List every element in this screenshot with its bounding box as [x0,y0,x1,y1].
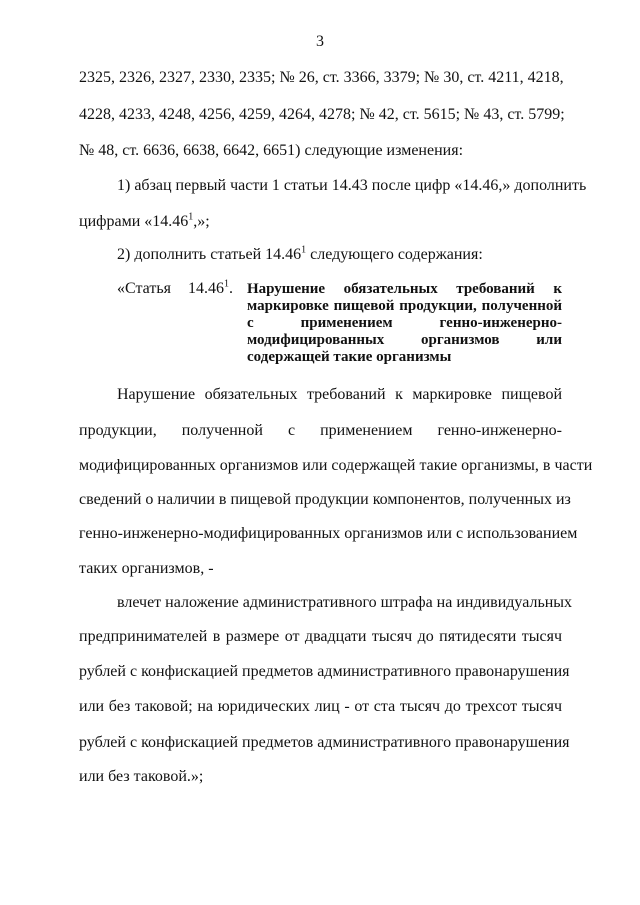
intro-line-1: 2325, 2326, 2327, 2330, 2335; № 26, ст. 3366, 3379; № 30, ст. 4211, 4218, [79,69,564,86]
paragraph1-line-4: сведений о наличии в пищевой продукции компонентов, полученных из [79,491,571,508]
paragraph2-line-5: рублей с конфискацией предметов административного правонарушения [79,734,570,751]
paragraph2-line-6: или без таковой.»; [79,768,204,785]
page-number: 3 [316,33,324,50]
paragraph1-line-6: таких организмов, - [79,560,214,577]
paragraph2-line-2: предпринимателей в размере от двадцати тысяч до пятидесяти тысяч [79,628,562,645]
article-title-line-2: маркировке пищевой продукции, полученной [247,298,562,314]
paragraph1-line-3: модифицированных организмов или содержащей такие организмы, в части [79,457,593,474]
paragraph1-line-5: генно-инженерно-модифицированных организмов или с использованием [79,525,578,542]
intro-line-3: № 48, ст. 6636, 6638, 6642, 6651) следующие изменения: [79,142,464,159]
article-label: «Статья 14.46$^1$. [117,278,233,297]
article-title-line-4: модифицированных организмов или [247,332,562,348]
paragraph1-line-1: Нарушение обязательных требований к маркировке пищевой [117,386,562,403]
item1-line-1: 1) абзац первый части 1 статьи 14.43 после цифр «14.46,» дополнить [117,177,587,194]
intro-line-2: 4228, 4233, 4248, 4256, 4259, 4264, 4278; № 42, ст. 5615; № 43, ст. 5799; [79,106,565,123]
superscript: 1 [188,211,194,223]
superscript: 1 [301,244,307,256]
item1-line-2: цифрами «14.46$^1$,»; [79,211,210,230]
article-title-line-1: Нарушение обязательных требований к [247,281,562,297]
paragraph1-line-2: продукции, полученной с применением генно-инженерно- [79,422,562,439]
item2-line: 2) дополнить статьей 14.46$^1$ следующего содержания: [117,244,483,263]
paragraph2-line-1: влечет наложение административного штрафа на индивидуальных [117,594,573,611]
paragraph2-line-3: рублей с конфискацией предметов административного правонарушения [79,663,570,680]
article-title-line-3: с применением генно-инженерно- [247,315,562,331]
article-title-line-5: содержащей такие организмы [247,349,452,365]
paragraph2-line-4: или без таковой; на юридических лиц - от ста тысяч до трехсот тысяч [79,698,562,715]
